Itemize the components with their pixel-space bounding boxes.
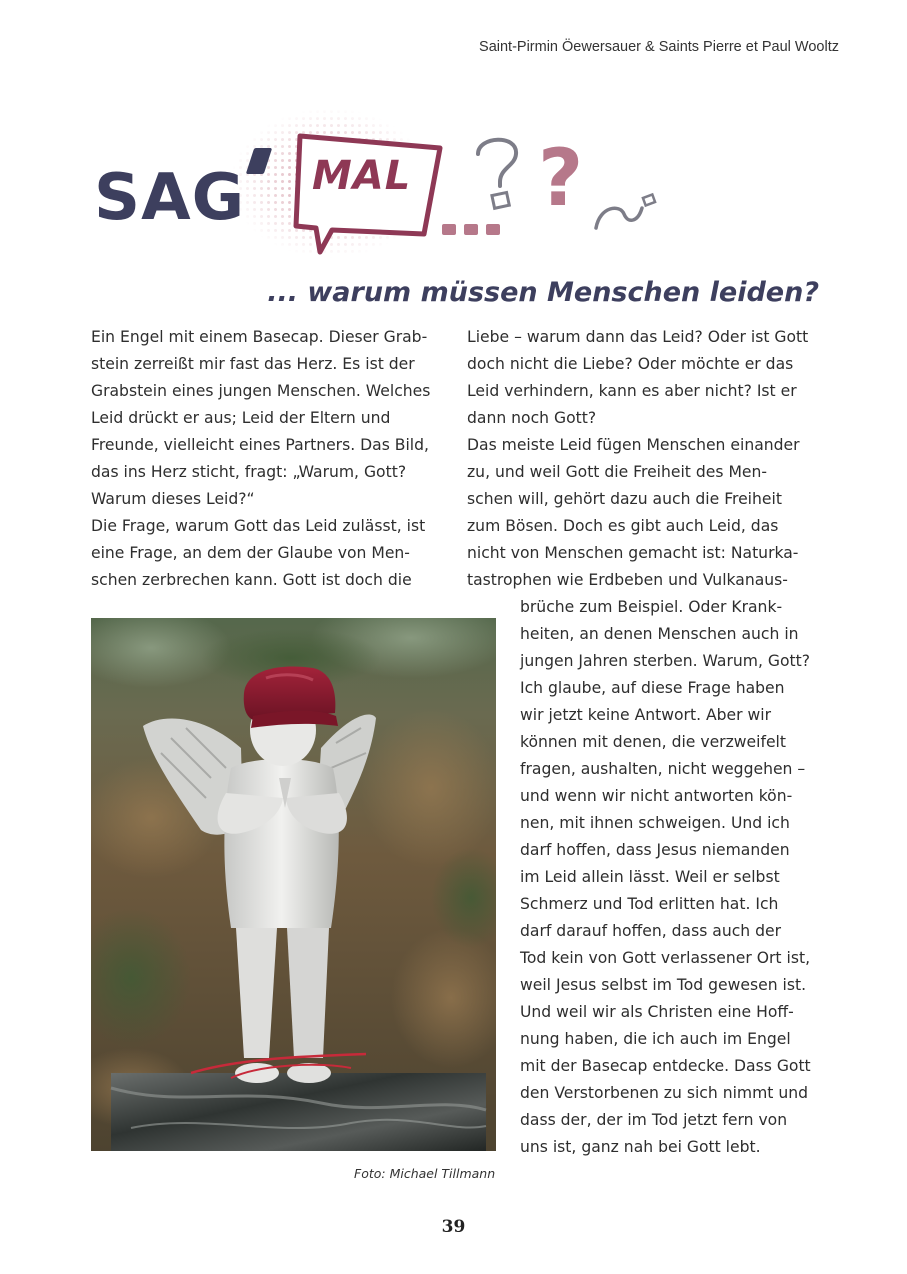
text-line: doch nicht die Liebe? Oder möchte er das bbox=[467, 355, 794, 373]
text-line: nicht von Menschen gemacht ist: Naturka- bbox=[467, 544, 799, 562]
text-line: brüche zum Beispiel. Oder Krank- bbox=[520, 598, 783, 616]
text-column-right-top bbox=[467, 324, 827, 594]
angel-gravestone-photo bbox=[91, 618, 496, 1151]
text-line: Leid verhindern, kann es aber nicht? Ist er bbox=[467, 382, 797, 400]
text-line: uns ist, ganz nah bei Gott lebt. bbox=[520, 1138, 761, 1156]
outline-tilde-icon bbox=[590, 188, 660, 238]
logo-word-mal: MAL bbox=[312, 153, 412, 199]
header-parish-name: Saint-Pirmin Öewersauer & Saints Pierre et Paul Wooltz bbox=[479, 39, 839, 55]
text-line: eine Frage, an dem der Glaube von Men- bbox=[91, 544, 410, 562]
text-line: dann noch Gott? bbox=[467, 409, 597, 427]
text-line: Freunde, vielleicht eines Partners. Das Bild, bbox=[91, 436, 429, 454]
text-line: darf darauf hoffen, dass auch der bbox=[520, 922, 782, 940]
text-line: dass der, der im Tod jetzt fern von bbox=[520, 1111, 788, 1129]
text-line: Schmerz und Tod erlitten hat. Ich bbox=[520, 895, 779, 913]
text-line: nung haben, die ich auch im Engel bbox=[520, 1030, 791, 1048]
text-line: Grabstein eines jungen Menschen. Welches bbox=[91, 382, 431, 400]
text-line: fragen, aushalten, nicht weggehen – bbox=[520, 760, 806, 778]
text-line: jungen Jahren sterben. Warum, Gott? bbox=[520, 652, 811, 670]
text-line: und wenn wir nicht antworten kön- bbox=[520, 787, 793, 805]
text-line: können mit denen, die verzweifelt bbox=[520, 733, 786, 751]
text-line: wir jetzt keine Antwort. Aber wir bbox=[520, 706, 772, 724]
logo-question-mark: ? bbox=[538, 134, 584, 224]
text-line: das ins Herz sticht, fragt: „Warum, Gott? bbox=[91, 463, 407, 481]
text-line: Die Frage, warum Gott das Leid zulässt, ist bbox=[91, 517, 426, 535]
text-line: nen, mit ihnen schweigen. Und ich bbox=[520, 814, 790, 832]
text-line: den Verstorbenen zu sich nimmt und bbox=[520, 1084, 809, 1102]
sag-mal-logo bbox=[90, 108, 690, 268]
logo-word-sag: SAG bbox=[94, 161, 246, 235]
text-line: Warum dieses Leid?“ bbox=[91, 490, 255, 508]
text-line: im Leid allein lässt. Weil er selbst bbox=[520, 868, 780, 886]
text-line: heiten, an denen Menschen auch in bbox=[520, 625, 799, 643]
text-line: Leid drückt er aus; Leid der Eltern und bbox=[91, 409, 391, 427]
text-column-right-wrap bbox=[520, 594, 840, 1161]
text-line: darf hoffen, dass Jesus niemanden bbox=[520, 841, 790, 859]
ellipsis-dots-icon bbox=[442, 220, 512, 240]
text-line: Ich glaube, auf diese Frage haben bbox=[520, 679, 785, 697]
text-line: Und weil wir als Christen eine Hoff- bbox=[520, 1003, 794, 1021]
text-line: zum Bösen. Doch es gibt auch Leid, das bbox=[467, 517, 779, 535]
outline-question-mark-icon bbox=[470, 132, 526, 212]
photo-caption: Foto: Michael Tillmann bbox=[354, 1166, 496, 1181]
text-line: zu, und weil Gott die Freiheit des Men- bbox=[467, 463, 768, 481]
text-line: schen will, gehört dazu auch die Freiheit bbox=[467, 490, 782, 508]
text-column-left bbox=[91, 324, 451, 594]
text-line: Tod kein von Gott verlassener Ort ist, bbox=[520, 949, 811, 967]
text-line: schen zerbrechen kann. Gott ist doch die bbox=[91, 571, 412, 589]
article-subtitle: ... warum müssen Menschen leiden? bbox=[267, 277, 819, 308]
text-line: Liebe – warum dann das Leid? Oder ist Gott bbox=[467, 328, 809, 346]
text-line: stein zerreißt mir fast das Herz. Es ist der bbox=[91, 355, 415, 373]
text-line: mit der Basecap entdecke. Dass Gott bbox=[520, 1057, 811, 1075]
page-number: 39 bbox=[441, 1217, 466, 1237]
text-line: tastrophen wie Erdbeben und Vulkanaus- bbox=[467, 571, 788, 589]
text-line: Ein Engel mit einem Basecap. Dieser Grab- bbox=[91, 328, 428, 346]
text-line: weil Jesus selbst im Tod gewesen ist. bbox=[520, 976, 807, 994]
text-line: Das meiste Leid fügen Menschen einander bbox=[467, 436, 800, 454]
